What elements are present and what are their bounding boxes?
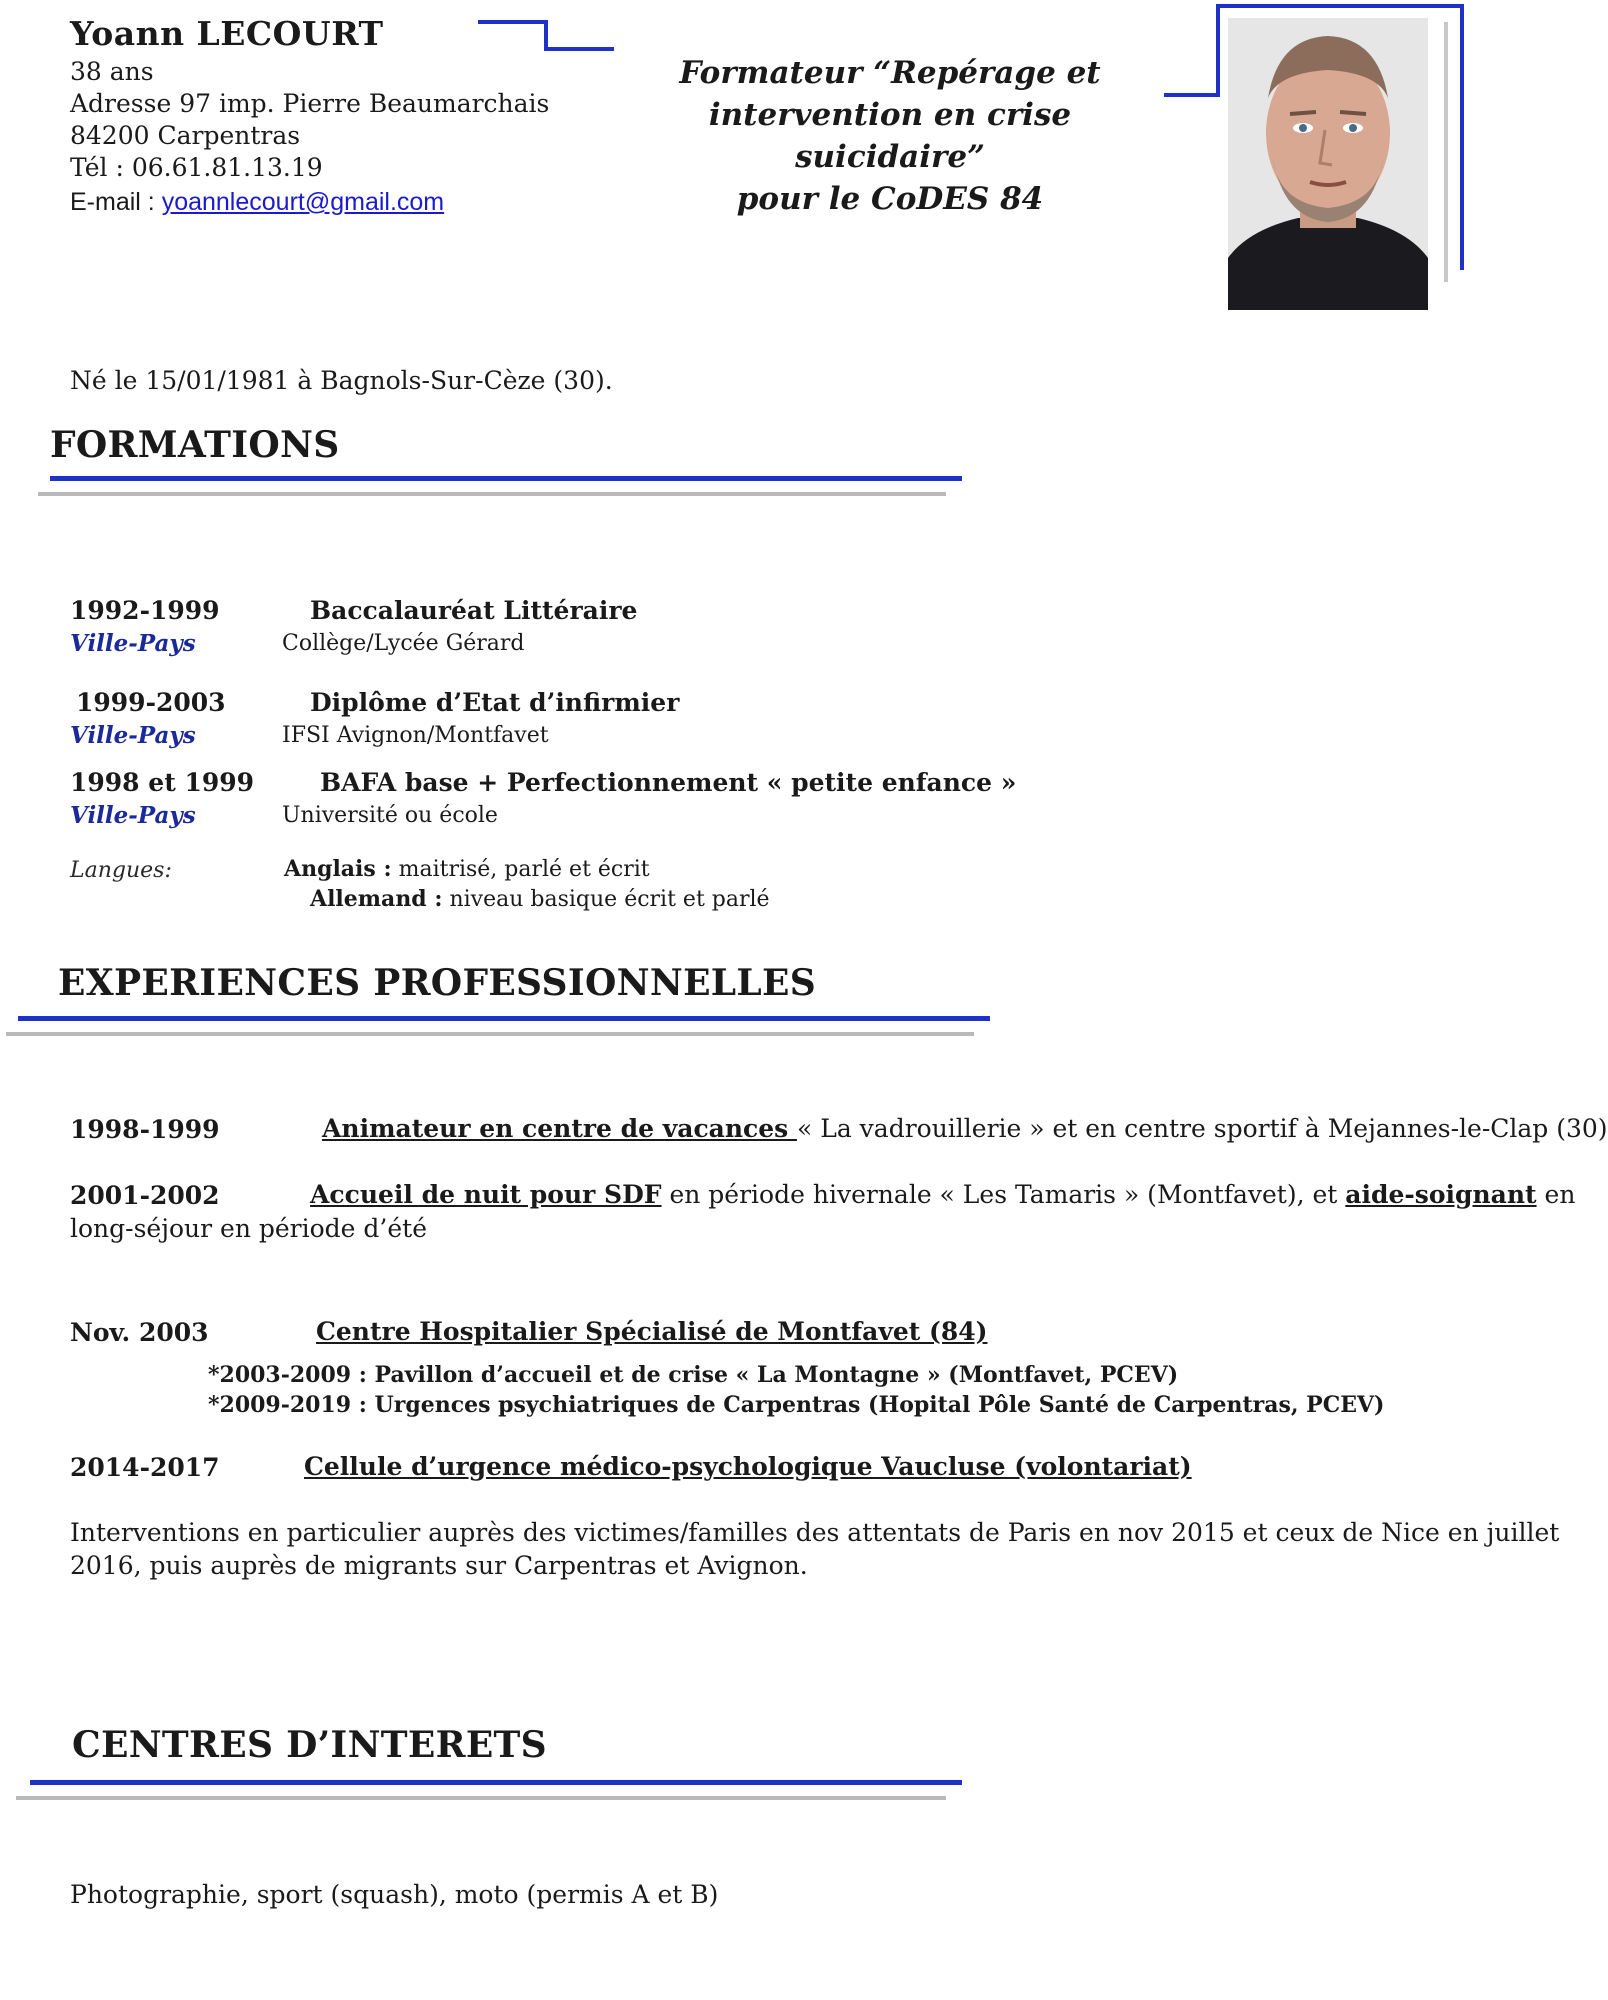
- language-item: Anglais : maitrisé, parlé et écrit: [284, 856, 650, 882]
- photo-frame-line: [1216, 4, 1220, 97]
- header-deco-line: [544, 20, 548, 50]
- address-line-2: 84200 Carpentras: [70, 121, 301, 150]
- photo-frame-line: [1164, 93, 1220, 97]
- experience-year: 2014-2017: [70, 1453, 220, 1482]
- formation-school: Université ou école: [282, 803, 498, 828]
- photo-frame-line: [1216, 4, 1464, 8]
- section-title-formations: FORMATIONS: [50, 424, 340, 466]
- phone: Tél : 06.61.81.13.19: [70, 153, 323, 182]
- language-item: Allemand : niveau basique écrit et parlé: [310, 886, 770, 912]
- formation-school: Collège/Lycée Gérard: [282, 631, 525, 656]
- formation-school: IFSI Avignon/Montfavet: [282, 723, 549, 748]
- formation-location: Ville-Pays: [70, 722, 196, 749]
- experience-line: Centre Hospitalier Spécialisé de Montfavet (84): [316, 1317, 988, 1346]
- experience-detail: Interventions en particulier auprès des victimes/familles des attentats de Paris en nov 2015 et ceux de Nice en juillet: [70, 1518, 1560, 1547]
- header-deco-line: [478, 20, 546, 24]
- section-rule-grey: [16, 1796, 946, 1800]
- formation-year: 1998 et 1999: [70, 768, 255, 797]
- section-rule-grey: [38, 492, 946, 496]
- experience-year: 2001-2002: [70, 1181, 220, 1210]
- candidate-name: Yoann LECOURT: [70, 14, 384, 53]
- portrait-illustration: [1228, 18, 1428, 310]
- section-title-experiences: EXPERIENCES PROFESSIONNELLES: [58, 962, 817, 1004]
- experience-line: Animateur en centre de vacances « La vadrouillerie » et en centre sportif à Mejannes-le-Clap (30): [322, 1114, 1608, 1143]
- formation-location: Ville-Pays: [70, 802, 196, 829]
- photo-frame-shadow: [1444, 22, 1448, 282]
- experience-line: Accueil de nuit pour SDF en période hivernale « Les Tamaris » (Montfavet), et aide-soignant en: [310, 1180, 1576, 1209]
- birth-info: Né le 15/01/1981 à Bagnols-Sur-Cèze (30).: [70, 366, 613, 395]
- age: 38 ans: [70, 57, 154, 86]
- profile-photo: [1228, 18, 1428, 310]
- formation-degree: Diplôme d’Etat d’infirmier: [310, 688, 680, 717]
- languages-label: Langues:: [70, 858, 172, 883]
- photo-frame-line: [1460, 4, 1464, 270]
- section-title-interests: CENTRES D’INTERETS: [72, 1724, 547, 1766]
- experience-year: Nov. 2003: [70, 1318, 209, 1347]
- job-title: Formateur “Repérage et intervention en crise suicidaire” pour le CoDES 84: [679, 55, 1101, 217]
- email-row: [70, 186, 444, 218]
- section-rule-grey: [6, 1032, 974, 1036]
- section-rule-blue: [30, 1780, 962, 1785]
- formation-degree: BAFA base + Perfectionnement « petite enfance »: [320, 768, 1017, 797]
- formation-year: 1992-1999: [70, 596, 220, 625]
- experience-line: long-séjour en période d’été: [70, 1214, 427, 1243]
- header-deco-line: [544, 47, 614, 51]
- interests-text: Photographie, sport (squash), moto (permis A et B): [70, 1880, 719, 1909]
- section-rule-blue: [18, 1016, 990, 1021]
- email-link[interactable]: yoannlecourt@gmail.com: [161, 188, 445, 216]
- formation-degree: Baccalauréat Littéraire: [310, 596, 638, 625]
- experience-year: 1998-1999: [70, 1115, 220, 1144]
- experience-line: Cellule d’urgence médico-psychologique Vaucluse (volontariat): [304, 1452, 1192, 1481]
- formation-year: 1999-2003: [76, 688, 226, 717]
- formation-location: Ville-Pays: [70, 630, 196, 657]
- experience-subitem: *2003-2009 : Pavillon d’accueil et de crise « La Montagne » (Montfavet, PCEV): [208, 1362, 1179, 1388]
- experience-detail: 2016, puis auprès de migrants sur Carpentras et Avignon.: [70, 1551, 808, 1580]
- experience-subitem: *2009-2019 : Urgences psychiatriques de Carpentras (Hopital Pôle Santé de Carpentras, PCEV): [208, 1392, 1385, 1418]
- email-label: E-mail :: [70, 188, 162, 216]
- section-rule-blue: [50, 476, 962, 481]
- address-line-1: Adresse 97 imp. Pierre Beaumarchais: [70, 89, 550, 118]
